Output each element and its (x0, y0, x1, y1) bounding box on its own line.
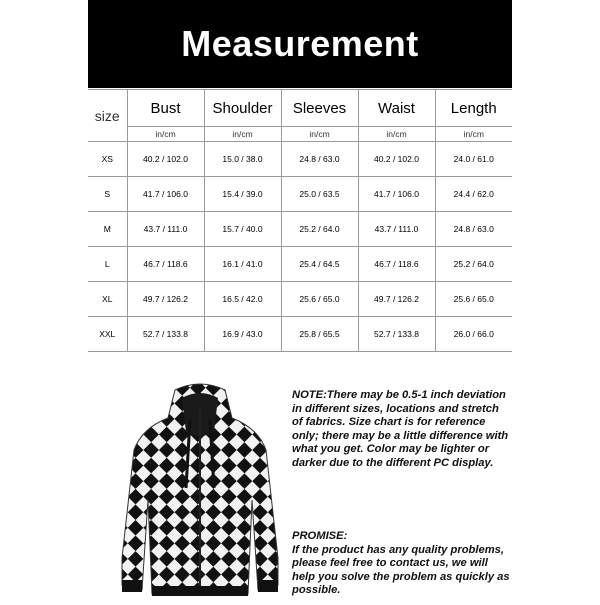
note-text: NOTE:There may be 0.5-1 inch deviation in different sizes, locations and stretch of fabrics. Size chart is for reference only; there may be a little difference with what you get. Color may be lighter or darker due to the different PC display. (292, 389, 509, 469)
table-cell-waist: 46.7 / 118.6 (358, 247, 435, 282)
table-cell-waist: 40.2 / 102.0 (358, 142, 435, 177)
table-row (88, 212, 512, 247)
column-header-waist: Waist (358, 90, 435, 127)
column-header-size: size (88, 90, 127, 142)
size-chart-table (88, 89, 512, 352)
table-cell-shoulder: 15.7 / 40.0 (204, 212, 281, 247)
table-cell-length: 25.2 / 64.0 (435, 247, 512, 282)
checkered-jacket-illustration (120, 380, 280, 600)
promise-body: If the product has any quality problems, please feel free to contact us, we will help you solve the problem as quickly as possible. (292, 543, 510, 596)
table-cell-sleeves: 25.4 / 64.5 (281, 247, 358, 282)
table-cell-length: 25.6 / 65.0 (435, 282, 512, 317)
table-cell-bust: 40.2 / 102.0 (127, 142, 204, 177)
promise-section (292, 530, 512, 598)
table-cell-waist: 43.7 / 111.0 (358, 212, 435, 247)
table-cell-sleeves: 25.8 / 65.5 (281, 317, 358, 352)
table-cell-length: 24.8 / 63.0 (435, 212, 512, 247)
table-cell-size: L (88, 247, 127, 282)
table-cell-size: XXL (88, 317, 127, 352)
table-cell-size: XL (88, 282, 127, 317)
table-row (88, 317, 512, 352)
column-header-shoulder: Shoulder (204, 90, 281, 127)
table-cell-sleeves: 25.6 / 65.0 (281, 282, 358, 317)
column-header-sleeves: Sleeves (281, 90, 358, 127)
table-cell-shoulder: 16.5 / 42.0 (204, 282, 281, 317)
product-image-jacket (120, 380, 280, 600)
table-cell-waist: 52.7 / 133.8 (358, 317, 435, 352)
table-cell-length: 24.0 / 61.0 (435, 142, 512, 177)
table-cell-sleeves: 25.2 / 64.0 (281, 212, 358, 247)
table-row (88, 142, 512, 177)
unit-row (88, 127, 512, 142)
table-cell-size: M (88, 212, 127, 247)
title-banner (88, 0, 512, 88)
column-header-bust: Bust (127, 90, 204, 127)
table-cell-bust: 43.7 / 111.0 (127, 212, 204, 247)
table-cell-shoulder: 15.0 / 38.0 (204, 142, 281, 177)
unit-label: in/cm (204, 127, 281, 142)
table-row (88, 282, 512, 317)
table-cell-shoulder: 15.4 / 39.0 (204, 177, 281, 212)
unit-label: in/cm (281, 127, 358, 142)
unit-label: in/cm (127, 127, 204, 142)
page-title: Measurement (181, 23, 419, 64)
table-body (88, 142, 512, 352)
table-cell-bust: 49.7 / 126.2 (127, 282, 204, 317)
table-row (88, 177, 512, 212)
table-cell-length: 26.0 / 66.0 (435, 317, 512, 352)
column-header-length: Length (435, 90, 512, 127)
unit-label: in/cm (358, 127, 435, 142)
table-cell-shoulder: 16.9 / 43.0 (204, 317, 281, 352)
table-cell-waist: 41.7 / 106.0 (358, 177, 435, 212)
table-cell-sleeves: 24.8 / 63.0 (281, 142, 358, 177)
table-cell-bust: 52.7 / 133.8 (127, 317, 204, 352)
table-cell-sleeves: 25.0 / 63.5 (281, 177, 358, 212)
unit-label: in/cm (435, 127, 512, 142)
table-cell-bust: 41.7 / 106.0 (127, 177, 204, 212)
table-row (88, 247, 512, 282)
table-cell-size: S (88, 177, 127, 212)
table-cell-length: 24.4 / 62.0 (435, 177, 512, 212)
table-cell-size: XS (88, 142, 127, 177)
table-cell-bust: 46.7 / 118.6 (127, 247, 204, 282)
table-cell-shoulder: 16.1 / 41.0 (204, 247, 281, 282)
table-cell-waist: 49.7 / 126.2 (358, 282, 435, 317)
promise-title: PROMISE: (292, 530, 348, 542)
table-header-row (88, 90, 512, 127)
